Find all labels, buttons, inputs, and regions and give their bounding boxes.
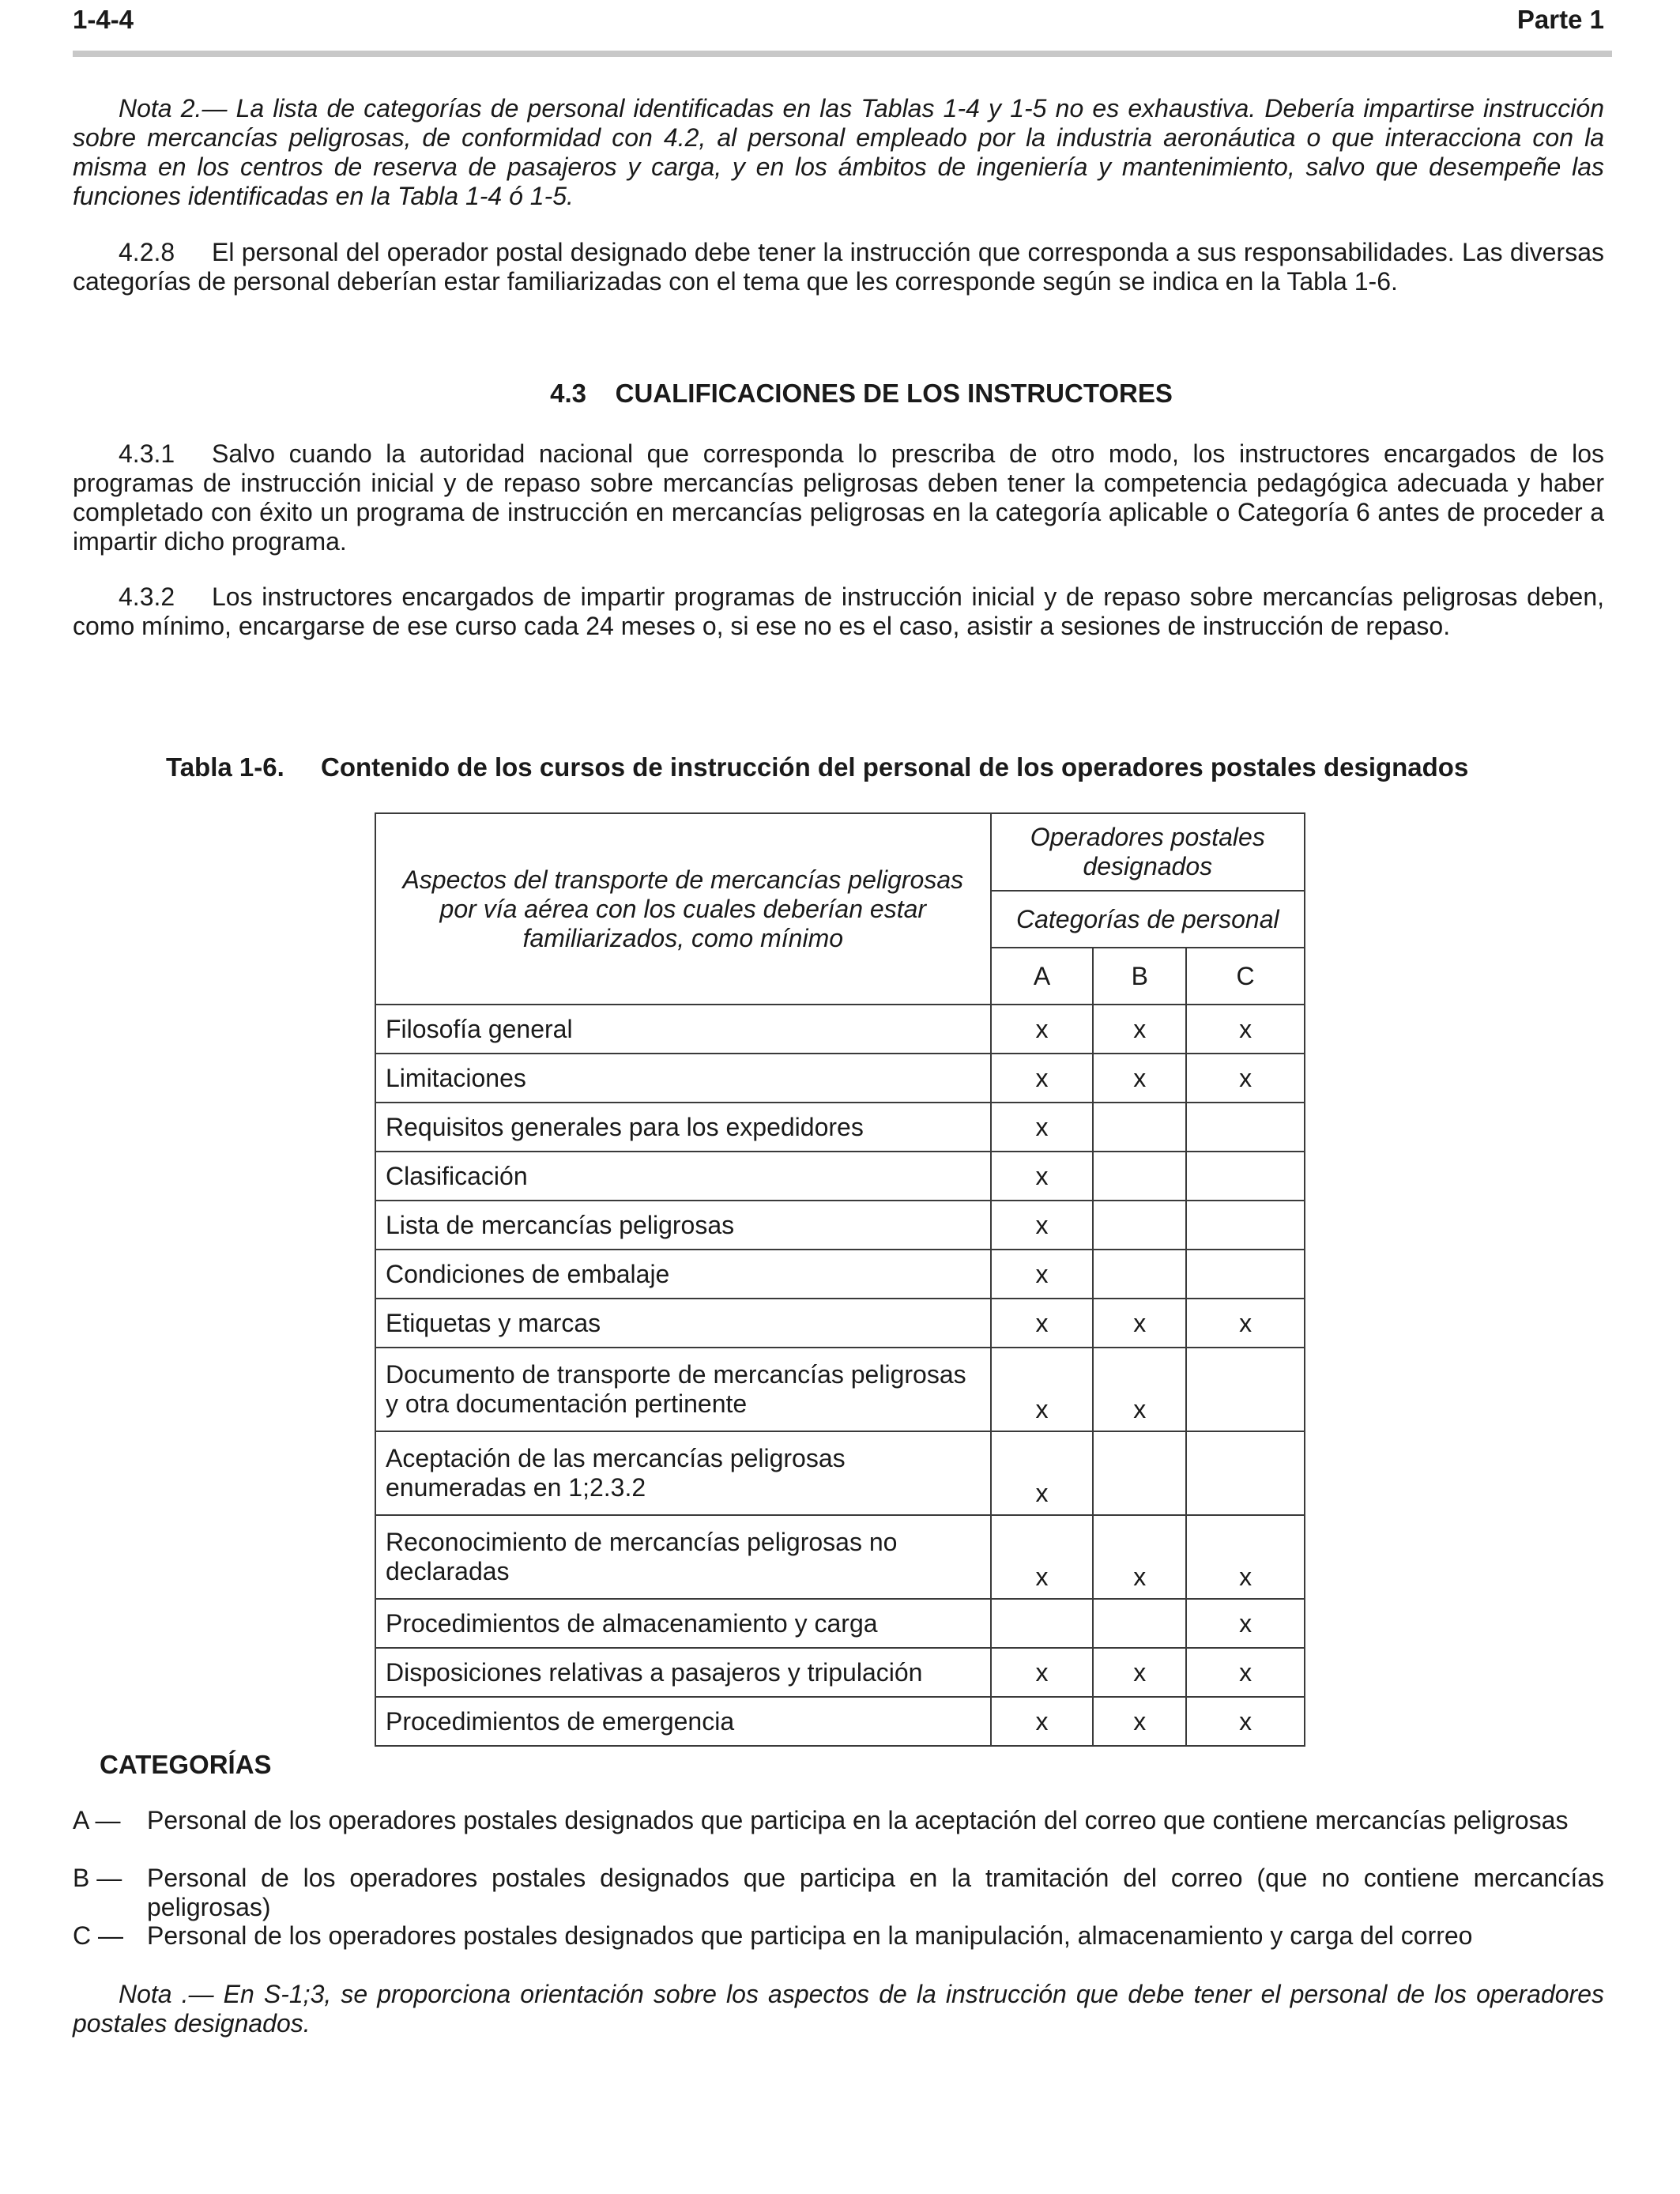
cell-a: x — [991, 1515, 1094, 1599]
cell-c: x — [1186, 1648, 1305, 1697]
paragraph-4-3-1 — [73, 439, 1604, 556]
note-2 — [73, 94, 1604, 211]
cell-b: x — [1093, 1005, 1186, 1054]
table-row — [375, 1299, 1305, 1348]
cell-b — [1093, 1201, 1186, 1250]
cell-a: x — [991, 1201, 1094, 1250]
table-row — [375, 1431, 1305, 1515]
cell-c: x — [1186, 1005, 1305, 1054]
category-a-header: A — [991, 948, 1094, 1005]
row-label: Disposiciones relativas a pasajeros y tripulación — [375, 1648, 991, 1697]
category-b — [73, 1864, 1604, 1922]
paragraph-4-2-8 — [73, 238, 1604, 296]
category-b-header: B — [1093, 948, 1186, 1005]
row-label: Etiquetas y marcas — [375, 1299, 991, 1348]
cell-c: x — [1186, 1697, 1305, 1746]
table-row — [375, 1005, 1305, 1054]
table-row — [375, 1152, 1305, 1201]
cell-c: x — [1186, 1515, 1305, 1599]
cell-a: x — [991, 1054, 1094, 1103]
table-caption-text: Contenido de los cursos de instrucción del personal de los operadores postales designados — [321, 752, 1469, 782]
paragraph-text: El personal del operador postal designado debe tener la instrucción que corresponda a sus responsabilidades. Las diversas categorías de personal deberían estar familiarizadas con el tema que les corresponde según se indica en la Tabla 1-6. — [73, 238, 1604, 296]
category-c — [73, 1921, 1604, 1951]
cell-b — [1093, 1103, 1186, 1152]
cell-a: x — [991, 1697, 1094, 1746]
final-note-label: Nota .— — [119, 1980, 214, 2008]
row-label: Filosofía general — [375, 1005, 991, 1054]
paragraph-text: Los instructores encargados de impartir programas de instrucción inicial y de repaso sobre mercancías peligrosas deben, como mínimo, encargarse de ese curso cada 24 meses o, si ese no es el caso, asistir a sesiones de instrucción de repaso. — [73, 582, 1604, 640]
table-row — [375, 1250, 1305, 1299]
row-label: Procedimientos de emergencia — [375, 1697, 991, 1746]
table-row — [375, 1697, 1305, 1746]
category-c-header: C — [1186, 948, 1305, 1005]
paragraph-4-3-2 — [73, 582, 1604, 641]
table-row — [375, 1201, 1305, 1250]
cell-b: x — [1093, 1697, 1186, 1746]
paragraph-number: 4.3.2 — [119, 582, 175, 611]
cell-a — [991, 1599, 1094, 1648]
cell-a: x — [991, 1348, 1094, 1431]
category-letter: B — — [73, 1864, 122, 1892]
cell-c — [1186, 1431, 1305, 1515]
table-caption — [166, 752, 1468, 782]
note-2-text: La lista de categorías de personal identificadas en las Tablas 1-4 y 1-5 no es exhaustiva. Debería impartirse instrucción sobre mercancías peligrosas, de conformidad con 4.2, al personal empleado por la industria aeronáutica o que interacciona con la misma en los centros de reserva de pasajeros y carga, y en los ámbitos de ingeniería y mantenimiento, salvo que desempeñe las funciones identificadas en la Tabla 1-4 ó 1-5. — [73, 94, 1605, 210]
cell-c — [1186, 1152, 1305, 1201]
header-rule — [73, 51, 1612, 57]
category-description: Personal de los operadores postales designados que participa en la aceptación del correo que contiene mercancías peligrosas — [147, 1806, 1569, 1834]
table-row — [375, 1648, 1305, 1697]
cell-a: x — [991, 1648, 1094, 1697]
cell-b — [1093, 1250, 1186, 1299]
row-label: Procedimientos de almacenamiento y carga — [375, 1599, 991, 1648]
row-label: Aceptación de las mercancías peligrosas enumeradas en 1;2.3.2 — [375, 1431, 991, 1515]
cell-b — [1093, 1152, 1186, 1201]
cell-a: x — [991, 1152, 1094, 1201]
aspect-header: Aspectos del transporte de mercancías peligrosas por vía aérea con los cuales deberían estar familiarizados, como mínimo — [375, 813, 991, 1005]
categories-title: CATEGORÍAS — [100, 1750, 272, 1779]
table-caption-label: Tabla 1-6. — [166, 752, 284, 782]
cell-b: x — [1093, 1054, 1186, 1103]
page-number: 1-4-4 — [73, 5, 134, 34]
cell-b: x — [1093, 1299, 1186, 1348]
cell-b — [1093, 1599, 1186, 1648]
cell-b: x — [1093, 1348, 1186, 1431]
category-description: Personal de los operadores postales designados que participa en la tramitación del correo (que no contiene mercancías peligrosas) — [147, 1864, 1604, 1921]
final-note-text: En S-1;3, se proporciona orientación sobre los aspectos de la instrucción que debe tener el personal de los operadores postales designados. — [73, 1980, 1605, 2038]
categories-header: Categorías de personal — [991, 891, 1305, 948]
row-label: Requisitos generales para los expedidores — [375, 1103, 991, 1152]
note-2-label: Nota 2.— — [119, 94, 228, 123]
table-row — [375, 1599, 1305, 1648]
cell-c — [1186, 1201, 1305, 1250]
paragraph-number: 4.3.1 — [119, 439, 175, 468]
table-row — [375, 1054, 1305, 1103]
cell-b: x — [1093, 1515, 1186, 1599]
cell-c: x — [1186, 1599, 1305, 1648]
final-note — [73, 1980, 1604, 2038]
category-description: Personal de los operadores postales designados que participa en la manipulación, almacenamiento y carga del correo — [147, 1921, 1473, 1950]
part-label: Parte 1 — [1516, 5, 1604, 34]
cell-a: x — [991, 1250, 1094, 1299]
page-header — [73, 5, 1604, 46]
cell-c: x — [1186, 1299, 1305, 1348]
table-row — [375, 1348, 1305, 1431]
row-label: Limitaciones — [375, 1054, 991, 1103]
cell-c — [1186, 1250, 1305, 1299]
cell-b: x — [1093, 1648, 1186, 1697]
cell-c: x — [1186, 1054, 1305, 1103]
training-table — [375, 812, 1305, 1747]
table-row — [375, 1515, 1305, 1599]
paragraph-number: 4.2.8 — [119, 238, 175, 266]
cell-a: x — [991, 1299, 1094, 1348]
cell-c — [1186, 1103, 1305, 1152]
cell-c — [1186, 1348, 1305, 1431]
cell-a: x — [991, 1103, 1094, 1152]
section-heading: 4.3 CUALIFICACIONES DE LOS INSTRUCTORES — [550, 379, 1173, 408]
cell-b — [1093, 1431, 1186, 1515]
operators-header: Operadores postales designados — [991, 813, 1305, 891]
category-letter: A — — [73, 1806, 121, 1834]
row-label: Lista de mercancías peligrosas — [375, 1201, 991, 1250]
category-a — [73, 1806, 1604, 1835]
cell-a: x — [991, 1005, 1094, 1054]
row-label: Clasificación — [375, 1152, 991, 1201]
row-label: Condiciones de embalaje — [375, 1250, 991, 1299]
category-letter: C — — [73, 1921, 123, 1950]
cell-a: x — [991, 1431, 1094, 1515]
row-label: Reconocimiento de mercancías peligrosas no declaradas — [375, 1515, 991, 1599]
paragraph-text: Salvo cuando la autoridad nacional que corresponda lo prescriba de otro modo, los instructores encargados de los programas de instrucción inicial y de repaso sobre mercancías peligrosas deben tener la competencia pedagógica adecuada y haber completado con éxito un programa de instrucción en mercancías peligrosas en la categoría aplicable o Categoría 6 antes de proceder a impartir dicho programa. — [73, 439, 1604, 556]
table-row — [375, 1103, 1305, 1152]
row-label: Documento de transporte de mercancías peligrosas y otra documentación pertinente — [375, 1348, 991, 1431]
